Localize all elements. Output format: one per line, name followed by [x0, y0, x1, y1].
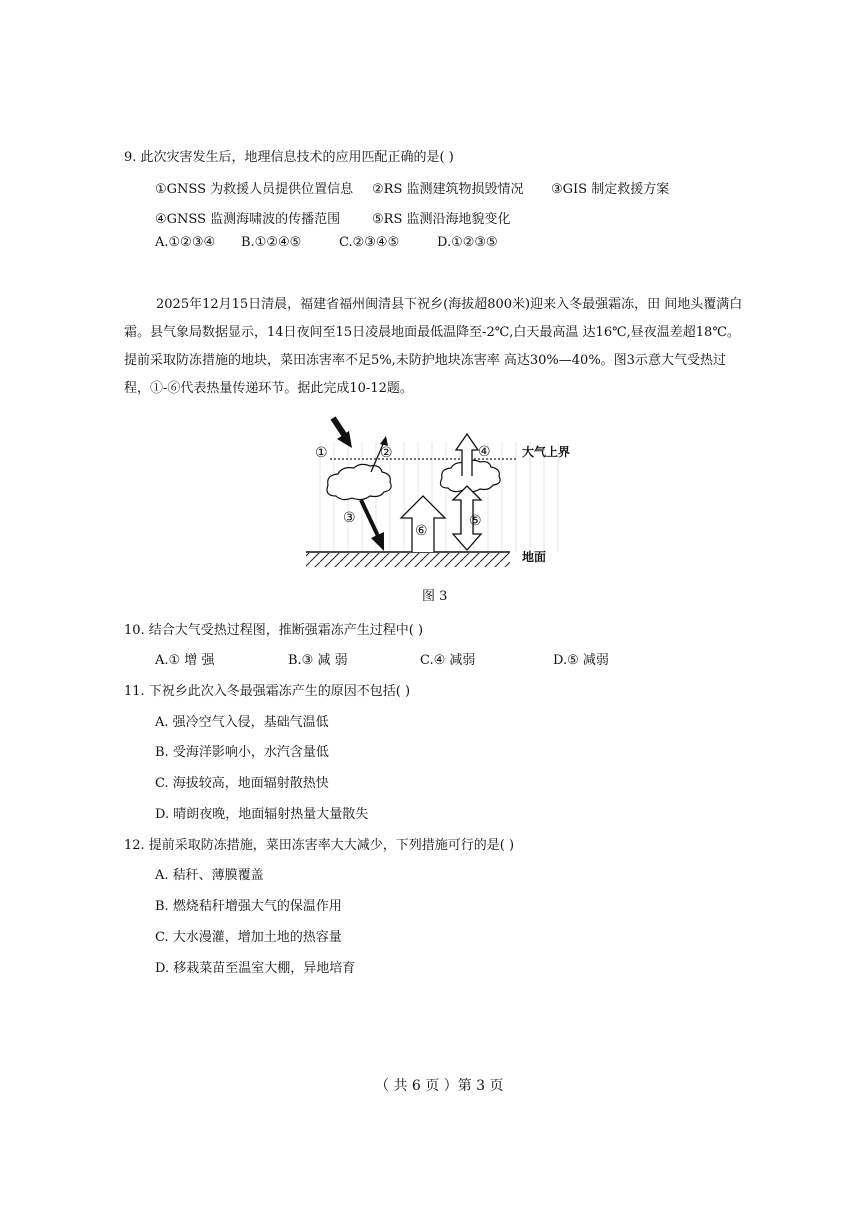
cloud-left [327, 464, 391, 499]
arrow-1-solar-radiation [333, 418, 352, 448]
q9-stem: 9. 此次灾害发生后，地理信息技术的应用匹配正确的是( ) [124, 150, 454, 165]
q12-option-b: B. 燃烧秸秆增强大气的保温作用 [155, 899, 342, 914]
passage: 2025年12月15日清晨，福建省福州闽清县下祝乡(海拔超800米)迎来入冬最强霜冻，田 间地头覆满白霜。县气象局数据显示，14日夜间至15日凌晨地面最低温降至-2℃,白天最高温 达16℃,昼夜温差超18℃。提前采取防冻措施的地块，菜田冻害率不足5%,未防护地块冻害率 高达30%—40%。图3示意大气受热过程，①-⑥代表热量传递环节。据此完成10-12题。 [124, 297, 743, 396]
q9-item-5: ⑤RS 监测沿海地貌变化 [372, 212, 511, 227]
label-2: ② [380, 445, 393, 461]
label-1: ① [315, 445, 328, 461]
ground-hatch [306, 553, 510, 567]
q11-option-b: B. 受海洋影响小，水汽含量低 [155, 745, 329, 760]
q10-option-b: B.③ 减 弱 [288, 653, 348, 668]
q12-option-a: A. 秸秆、薄膜覆盖 [155, 868, 264, 883]
ground-label: 地面 [522, 550, 547, 564]
q10-option-a: A.① 增 强 [155, 653, 215, 668]
page-footer: （ 共 6 页 ）第 3 页 [375, 1078, 504, 1094]
q9-option-c: C.②③④⑤ [339, 235, 400, 250]
q11-stem: 11. 下祝乡此次入冬最强霜冻产生的原因不包括( ) [124, 684, 411, 699]
q10-stem: 10. 结合大气受热过程图，推断强霜冻产生过程中( ) [124, 623, 424, 638]
figure-caption: 图 3 [422, 589, 448, 604]
arrow-3-to-ground [361, 500, 384, 551]
q12-option-d: D. 移栽菜苗至温室大棚，异地培育 [155, 961, 356, 976]
q12-option-c: C. 大水漫灌，增加土地的热容量 [155, 930, 342, 945]
atmosphere-top-label: 大气上界 [522, 445, 571, 459]
label-6: ⑥ [415, 523, 428, 539]
q9-item-2: ②RS 监测建筑物损毁情况 [372, 182, 524, 197]
q9-item-1: ①GNSS 为救援人员提供位置信息 [155, 182, 354, 197]
figure-3-diagram [300, 412, 580, 572]
q9-item-3: ③GIS 制定救援方案 [551, 182, 670, 197]
q10-option-c: C.④ 减弱 [420, 653, 476, 668]
q10-option-d: D.⑤ 减弱 [553, 653, 609, 668]
q9-item-4: ④GNSS 监测海啸波的传播范围 [155, 212, 341, 227]
q9-option-a: A.①②③④ [155, 235, 216, 250]
q11-option-d: D. 晴朗夜晚，地面辐射热量大量散失 [155, 807, 369, 822]
q9-option-b: B.①②④⑤ [241, 235, 302, 250]
q11-option-a: A. 强冷空气入侵，基础气温低 [155, 715, 329, 730]
q12-stem: 12. 提前采取防冻措施，菜田冻害率大大减少，下列措施可行的是( ) [124, 838, 515, 853]
label-3: ③ [343, 510, 356, 526]
q9-option-d: D.①②③⑤ [437, 235, 498, 250]
label-5: ⑤ [469, 513, 482, 529]
q11-option-c: C. 海拔较高，地面辐射散热快 [155, 776, 329, 791]
label-4: ④ [478, 444, 491, 460]
